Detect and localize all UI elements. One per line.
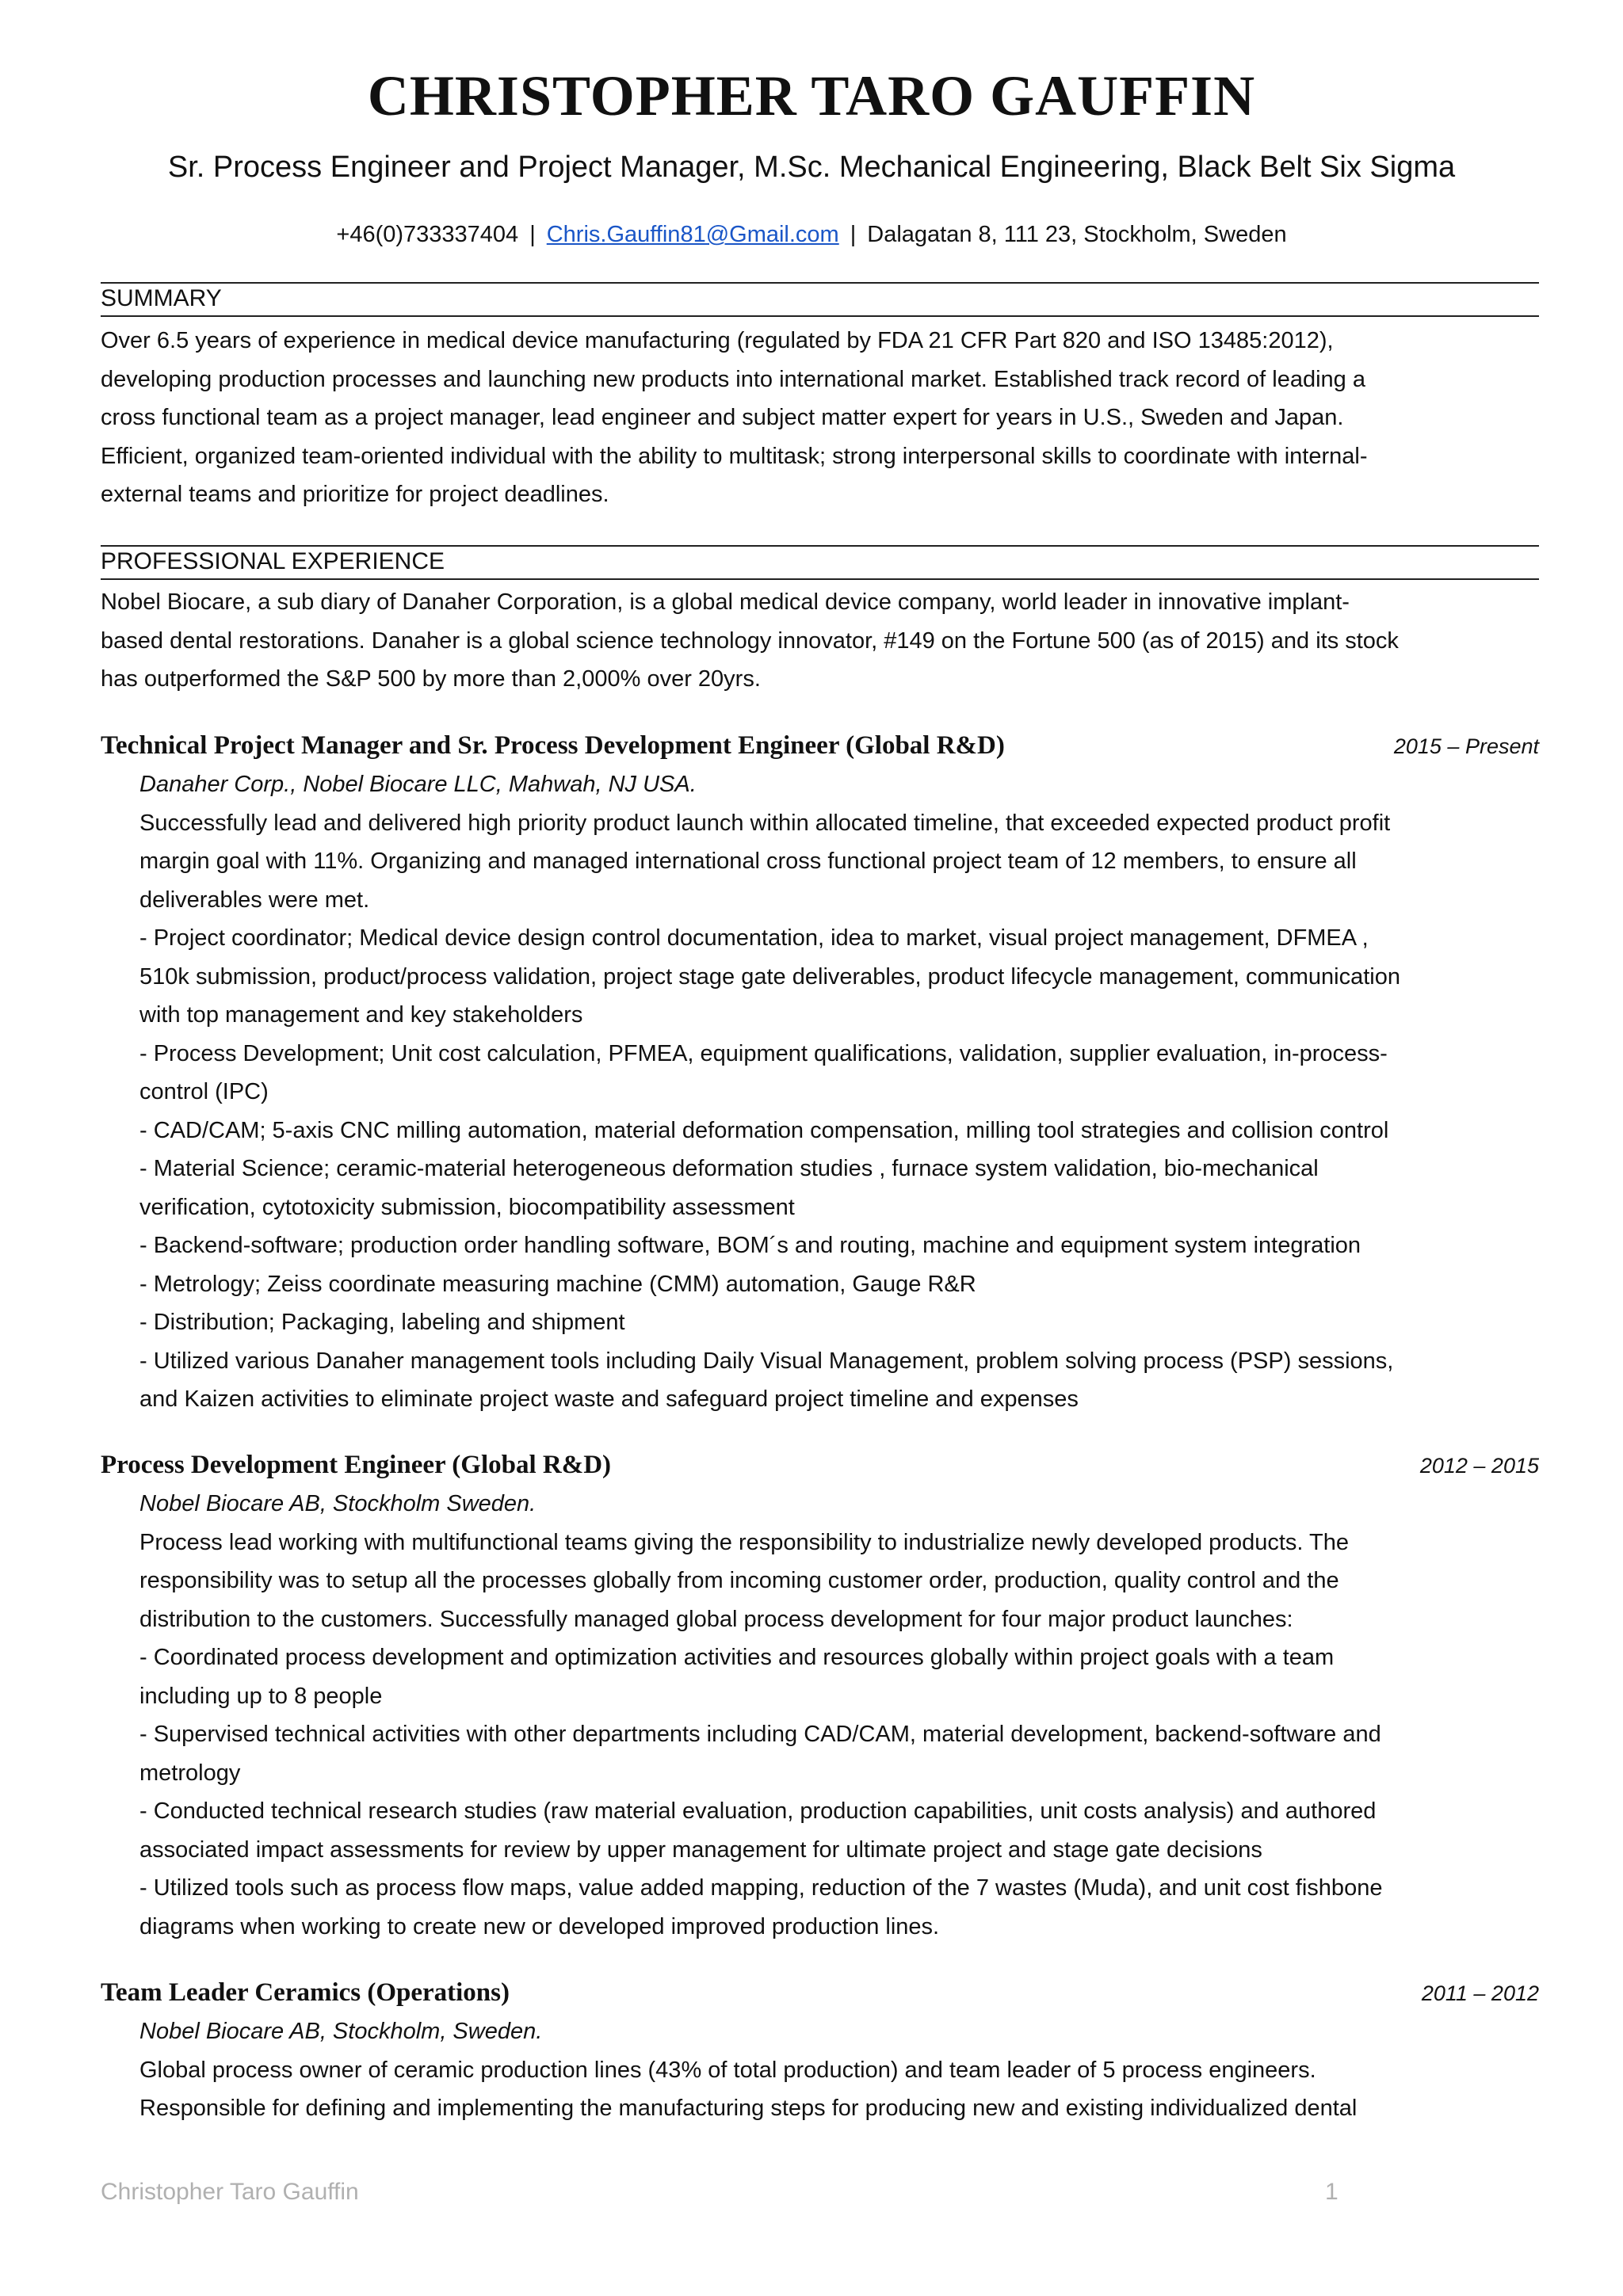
role-title: Process Development Engineer (Global R&D) bbox=[101, 1451, 612, 1479]
summary-line: developing production processes and launching new products into international market. Established track record of leading a bbox=[101, 366, 1365, 392]
experience-intro bbox=[101, 583, 1539, 699]
role-title: Technical Project Manager and Sr. Process Development Engineer (Global R&D) bbox=[101, 731, 1005, 760]
role-line: margin goal with 11%. Organizing and managed international cross functional project team of 12 members, to ensure all bbox=[139, 849, 1357, 874]
role-dates: 2015 – Present bbox=[1393, 734, 1539, 758]
summary-line: cross functional team as a project manager, lead engineer and subject matter expert for years in U.S., Sweden and Japan. bbox=[101, 405, 1344, 430]
role-header bbox=[101, 1974, 1539, 2012]
role-line: - Metrology; Zeiss coordinate measuring machine (CMM) automation, Gauge R&R bbox=[139, 1271, 976, 1297]
role-body bbox=[139, 1485, 1542, 1946]
role-line: Responsible for defining and implementing the manufacturing steps for producing new and existing individualized dental bbox=[139, 2096, 1358, 2121]
role-header bbox=[101, 727, 1539, 765]
role-line: and Kaizen activities to eliminate project waste and safeguard project timeline and expenses bbox=[139, 1386, 1079, 1412]
role-line: - Distribution; Packaging, labeling and shipment bbox=[139, 1310, 625, 1335]
email-link[interactable]: Chris.Gauffin81@Gmail.com bbox=[546, 222, 839, 247]
candidate-name: CHRISTOPHER TARO GAUFFIN bbox=[367, 64, 1256, 128]
role-title: Team Leader Ceramics (Operations) bbox=[101, 1978, 510, 2007]
role-body bbox=[139, 2012, 1542, 2128]
role-line: deliverables were met. bbox=[139, 887, 370, 913]
role-line: Global process owner of ceramic production lines (43% of total production) and team leader of 5 process engineers. bbox=[139, 2057, 1316, 2083]
role-line: Successfully lead and delivered high priority product launch within allocated timeline, that exceeded expected product profit bbox=[139, 810, 1391, 836]
role-dates: 2012 – 2015 bbox=[1419, 1454, 1539, 1478]
role-line: - Conducted technical research studies (raw material evaluation, production capabilities, unit costs analysis) and authored bbox=[139, 1798, 1377, 1824]
role-line: Process lead working with multifunctional teams giving the responsibility to industrialize newly developed products. The bbox=[139, 1529, 1349, 1555]
summary-line: Efficient, organized team-oriented individual with the ability to multitask; strong interpersonal skills to coordinate with internal- bbox=[101, 443, 1368, 469]
role-line: verification, cytotoxicity submission, biocompatibility assessment bbox=[139, 1194, 795, 1220]
role-line: - Supervised technical activities with other departments including CAD/CAM, material development, backend-software and bbox=[139, 1722, 1381, 1747]
role-line: 510k submission, product/process validation, project stage gate deliverables, product lifecycle management, communication bbox=[139, 963, 1401, 990]
role-company: Nobel Biocare AB, Stockholm Sweden. bbox=[139, 1491, 537, 1516]
role-body bbox=[139, 765, 1542, 1419]
role-company: Nobel Biocare AB, Stockholm, Sweden. bbox=[139, 2019, 543, 2044]
role-dates: 2011 – 2012 bbox=[1421, 1981, 1539, 2005]
intro-line: has outperformed the S&P 500 by more than 2,000% over 20yrs. bbox=[101, 666, 761, 692]
role-line: - Material Science; ceramic-material heterogeneous deformation studies , furnace system validation, bio-mechanical bbox=[139, 1156, 1319, 1181]
role-line: metrology bbox=[139, 1760, 241, 1786]
page-number: 1 bbox=[1325, 2179, 1338, 2205]
summary-heading: SUMMARY bbox=[101, 282, 1539, 317]
role-line: - Project coordinator; Medical device design control documentation, idea to market, visual project management, DFMEA , bbox=[139, 925, 1369, 951]
role-company: Danaher Corp., Nobel Biocare LLC, Mahwah, NJ USA. bbox=[139, 772, 697, 797]
role-line: - Process Development; Unit cost calculation, PFMEA, equipment qualifications, validation, supplier evaluation, in-process- bbox=[139, 1040, 1388, 1066]
role-header bbox=[101, 1447, 1539, 1485]
role-line: - Utilized tools such as process flow maps, value added mapping, reduction of the 7 wastes (Muda), and unit cost fishbone bbox=[139, 1875, 1383, 1901]
phone-number: +46(0)733337404 bbox=[336, 222, 519, 247]
role-line: - CAD/CAM; 5-axis CNC milling automation, material deformation compensation, milling tool strategies and collision control bbox=[139, 1117, 1389, 1143]
role-line: associated impact assessments for review by upper management for ultimate project and stage gate decisions bbox=[139, 1836, 1262, 1863]
address: Dalagatan 8, 111 23, Stockholm, Sweden bbox=[867, 222, 1287, 247]
role-line: distribution to the customers. Successfully managed global process development for four major product launches: bbox=[139, 1606, 1293, 1632]
intro-line: Nobel Biocare, a sub diary of Danaher Corporation, is a global medical device company, world leader in innovative implant- bbox=[101, 589, 1350, 615]
role-line: - Utilized various Danaher management tools including Daily Visual Management, problem solving process (PSP) sessions, bbox=[139, 1348, 1394, 1374]
summary-line: external teams and prioritize for project deadlines. bbox=[101, 482, 609, 507]
summary-text bbox=[101, 322, 1539, 514]
footer-name: Christopher Taro Gauffin bbox=[101, 2179, 359, 2205]
role-line: responsibility was to setup all the processes globally from incoming customer order, production, quality control and the bbox=[139, 1568, 1339, 1593]
role-line: control (IPC) bbox=[139, 1079, 269, 1104]
experience-heading: PROFESSIONAL EXPERIENCE bbox=[101, 545, 1539, 580]
contact-separator: | bbox=[850, 222, 857, 247]
intro-line: based dental restorations. Danaher is a global science technology innovator, #149 on the Fortune 500 (as of 2015) and its stock bbox=[101, 627, 1399, 654]
contact-line bbox=[0, 219, 1623, 250]
role-line: - Coordinated process development and optimization activities and resources globally within project goals with a team bbox=[139, 1645, 1335, 1670]
contact-separator: | bbox=[529, 222, 536, 247]
role-line: with top management and key stakeholders bbox=[139, 1002, 583, 1028]
role-line: diagrams when working to create new or developed improved production lines. bbox=[139, 1913, 940, 1939]
summary-line: Over 6.5 years of experience in medical device manufacturing (regulated by FDA 21 CFR Part 820 and ISO 13485:2012), bbox=[101, 328, 1334, 353]
role-line: - Backend-software; production order handling software, BOM´s and routing, machine and equipment system integration bbox=[139, 1233, 1361, 1258]
role-line: including up to 8 people bbox=[139, 1683, 383, 1709]
professional-title: Sr. Process Engineer and Project Manager, M.Sc. Mechanical Engineering, Black Belt Six Sigma bbox=[167, 151, 1456, 184]
